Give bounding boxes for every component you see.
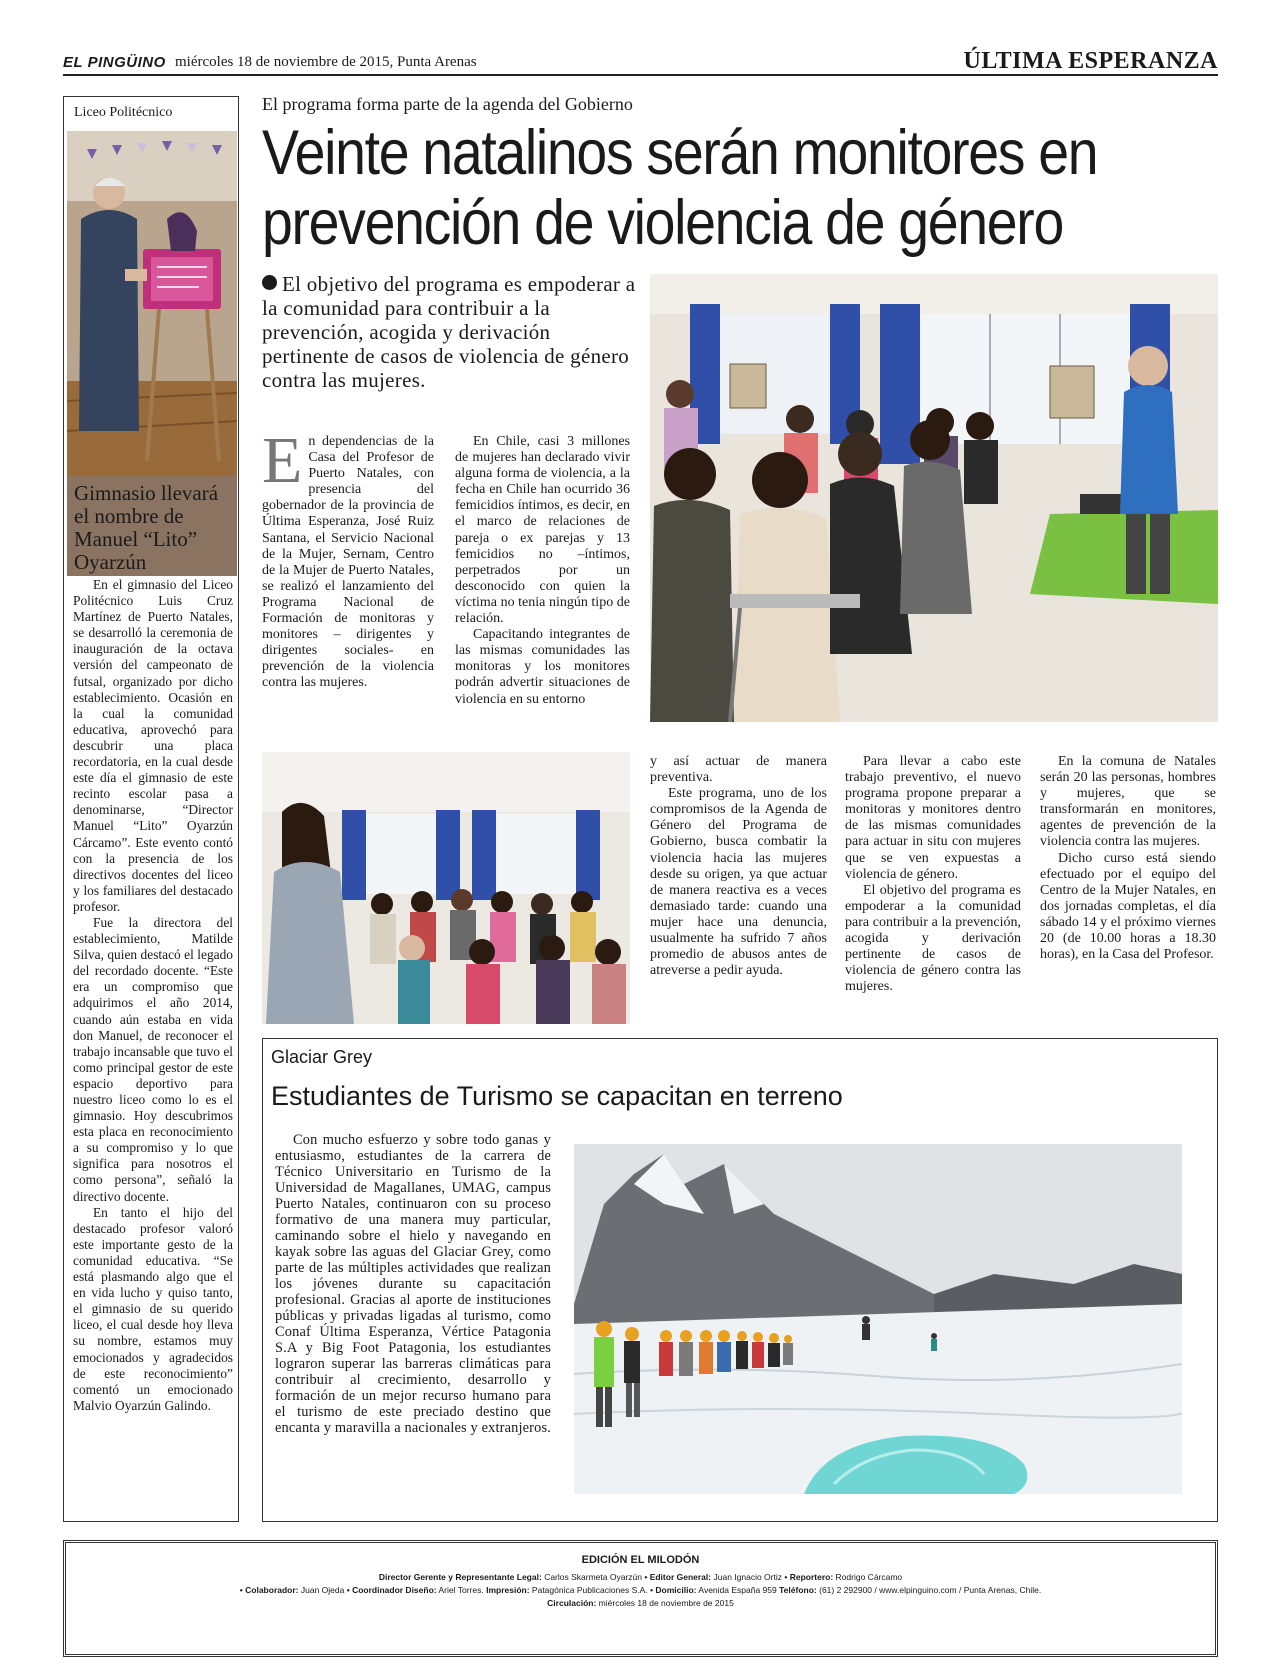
page-header (63, 48, 1218, 76)
glacier-trek-image (574, 1144, 1182, 1494)
article-column-4 (845, 754, 1021, 995)
column-paragraph: Para llevar a cabo este trabajo preventivo, el nuevo programa propone preparar a monitoras y monitores dentro de las mismas comunidades para actuar in situ con mujeres que se ven expuestas a violencia de género. (845, 754, 1021, 882)
article-deck (262, 272, 642, 392)
article-kicker: El programa forma parte de la agenda del Gobierno (262, 94, 633, 114)
column-paragraph: Dicho curso está siendo efectuado por el equipo del Centro de la Mujer Natales, en dos jornadas completas, el día sábado 14 y el próximo viernes 20 (de 10.00 horas a 18.30 horas), en la Casa del Profesor. (1040, 850, 1216, 963)
masthead-name: Patagónica Publicaciones S.A. (531, 1585, 648, 1595)
column-paragraph: Este programa, uno de los compromisos de la Agenda de Género del Programa de Gobierno, busca combatir la violencia hacia las mujeres desde su origen, ya que actuar de manera reactiva es a veces demasiado tarde: cuando una mujer hace una denuncia, usualmente ha sufrido 7 años promedio de abusos antes de atreverse a pedir ayuda. (650, 786, 827, 979)
sidebar-article (63, 96, 239, 1522)
article-column-2 (455, 434, 630, 708)
column-paragraph: Capacitando integrantes de las mismas comunidades las monitoras y los monitores podrán advertir situaciones de violencia en su entorno (455, 627, 630, 707)
masthead-role: Director Gerente y Representante Legal: (378, 1572, 542, 1582)
masthead-role: • Reportero: (784, 1572, 834, 1582)
glacier-photo (574, 1144, 1182, 1494)
masthead-name: Avenida España 959 (698, 1585, 777, 1595)
sidebar-body (73, 577, 233, 1414)
masthead-name: (61) 2 292900 / www.elpinguino.com / Punta Arenas, Chile. (819, 1585, 1042, 1595)
newspaper-brand: EL PINGÜINO (63, 54, 166, 71)
article-headline (262, 118, 1107, 258)
masthead-name: Rodrigo Cárcamo (835, 1572, 903, 1582)
masthead-line (66, 1597, 1215, 1610)
sidebar-paragraph: En el gimnasio del Liceo Politécnico Luis Cruz Martínez de Puerto Natales, se desarrolló la ceremonia de inauguración de la octava versión del campeonato de futsal, organizado por dicho establecimiento. Ocasión en la cual la comunidad educativa, aprovechó para descubrir una placa recordatoria, en la cual desde este día el gimnasio de este recinto escolar pasa a denominarse, “Director Manuel “Lito” Oyarzún Cárcamo”. Este evento contó con la presencia de los directivos docentes del liceo y los familiares del destacado profesor. (73, 577, 233, 914)
section-title: ÚLTIMA ESPERANZA (963, 48, 1218, 74)
masthead-role: • Colaborador: (239, 1585, 299, 1595)
box-paragraph: Con mucho esfuerzo y sobre todo ganas y entusiasmo, estudiantes de la carrera de Técnico Universitario en Turismo de la Universidad de Magallanes, UMAG, campus Puerto Natales, continuaron con su proceso formativo de una manera muy particular, caminando sobre el hielo y navegando en kayak sobre las aguas del Glaciar Grey, como parte de las múltiples actividades que realizan los jóvenes durante su capacitación profesional. Gracias al aporte de instituciones públicas y privadas ligadas al turismo, como Conaf Última Esperanza, Vértice Patagonia S.A y Big Foot Patagonia, los estudiantes lograron superar las barreras climáticas para contribuir al crecimiento, desarrollo y formación de un mejor recurso humano para el turismo de este preciado destino que encanta y maravilla a nacionales y extranjeros. (275, 1132, 551, 1436)
column-paragraph: y así actuar de manera preventiva. (650, 754, 827, 786)
article-column-1 (262, 424, 434, 692)
masthead-role: • Domicilio: (650, 1585, 697, 1595)
box-kicker: Glaciar Grey (271, 1047, 373, 1067)
masthead-role: Impresión: (486, 1585, 530, 1595)
box-body (275, 1132, 551, 1436)
masthead-name: miércoles 18 de noviembre de 2015 (598, 1598, 734, 1608)
workshop-photo-small (262, 752, 630, 1024)
plaque-ceremony-image (67, 131, 237, 476)
sidebar-kicker: Liceo Politécnico (74, 105, 173, 120)
masthead-role: Circulación: (547, 1598, 597, 1608)
edition-title: EDICIÓN EL MILODÓN (581, 1554, 700, 1566)
dateline: miércoles 18 de noviembre de 2015, Punta Arenas (175, 54, 477, 70)
drop-cap: E (262, 424, 303, 497)
masthead-name: Carlos Skarmeta Oyarzún (544, 1572, 642, 1582)
box-headline: Estudiantes de Turismo se capacitan en terreno (271, 1081, 843, 1111)
column-paragraph: En la comuna de Natales serán 20 las personas, hombres y mujeres, que se transformarán en monitores, agentes de prevención de la violencia contra las mujeres. (1040, 754, 1216, 850)
deck-text: El objetivo del programa es empoderar a la comunidad para contribuir a la prevención, acogida y derivación pertinente de casos de violencia de género contra las mujeres. (262, 272, 636, 392)
boxed-article (262, 1038, 1218, 1522)
masthead-role: • Coordinador Diseño: (346, 1585, 437, 1595)
column-text: n dependencias de la Casa del Profesor de Puerto Natales, con presencia del gobernador de la provincia de Última Esperanza, José Ruiz Santana, el Servicio Nacional de la Mujer, Sernam, Centro de la Mujer de Puerto Natales, se realizó el lanzamiento del Programa Nacional de Formación de monitoras y monitores – dirigentes y dirigentes sociales- en prevención de la violencia contra las mujeres. (262, 434, 434, 691)
sidebar-paragraph: Fue la directora del establecimiento, Matilde Silva, quien destacó el legado del recordado docente. “Este era un compromiso que adquirimos el año 2014, cuando aún estaba en vida don Manuel, de reconocer el trabajo incansable que tuvo el como principal gestor de este espacio deportivo para nuestro liceo como lo es el gimnasio. Hoy descubrimos esta placa en reconocimiento a su compromiso y lo que significa para nosotros el como persona”, señaló la directivo docente. (73, 914, 233, 1204)
masthead-name: Ariel Torres. (438, 1585, 484, 1595)
masthead-line (66, 1584, 1215, 1597)
article-column-3 (650, 754, 827, 979)
masthead-footer (63, 1540, 1218, 1657)
workshop-photo-main (650, 274, 1218, 722)
sidebar-headline: Gimnasio llevará el nombre de Manuel “Lito” Oyarzún (74, 481, 219, 574)
workshop-room-image (262, 752, 630, 1024)
workshop-audience-image (650, 274, 1218, 722)
masthead-role: Teléfono: (779, 1585, 817, 1595)
column-paragraph: En Chile, casi 3 millones de mujeres han declarado vivir alguna forma de violencia, a la fecha en Chile han ocurrido 36 femicidios íntimos, es decir, en el marco de relaciones de pareja o ex parejas y 13 femicidios no –íntimos, perpetrados por un desconocido con quien la víctima no tenia ningún tipo de relación. (455, 434, 630, 627)
bullet-icon (262, 275, 277, 290)
masthead-name: Juan Ignacio Ortiz (713, 1572, 782, 1582)
column-paragraph: El objetivo del programa es empoderar a la comunidad para contribuir a la prevención, acogida y derivación pertinente de casos de violencia de género contra las mujeres. (845, 882, 1021, 995)
masthead-role: • Editor General: (644, 1572, 712, 1582)
headline-line: Veinte natalinos serán monitores en (262, 118, 1098, 188)
sidebar-paragraph: En tanto el hijo del destacado profesor valoró este importante gesto de la comunidad educativa. “Se está plasmando algo que el en vida lucho y quiso tanto, el gimnasio de su querido liceo, el cual desde hoy lleva su nombre, estamos muy emocionados y agradecidos de este reconocimiento” comentó un emocionado Malvio Oyarzún Galindo. (73, 1204, 233, 1413)
article-column-5 (1040, 754, 1216, 963)
headline-line: prevención de violencia de género (262, 188, 1063, 258)
masthead-line (66, 1571, 1215, 1584)
masthead-name: Juan Ojeda (300, 1585, 345, 1595)
